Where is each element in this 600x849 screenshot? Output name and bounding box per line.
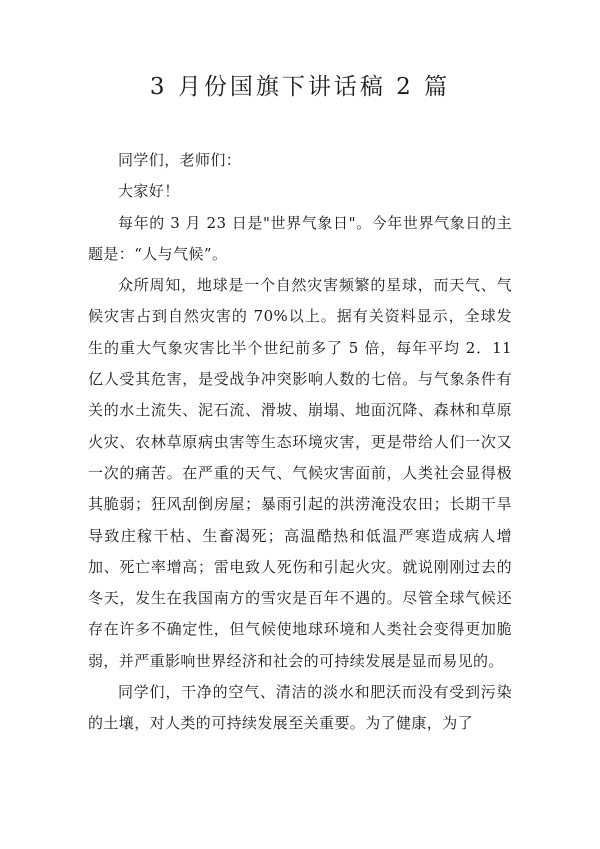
document-body [88, 145, 512, 740]
paragraph-disasters: 众所周知，地球是一个自然灾害频繁的星球，而天气、气候灾害占到自然灾害的 70%以上。据有关资料显示，全球发生的重大气象灾害比半个世纪前多了 5 倍，每年平均 2．11 亿人受其危害，是受战争冲突影响人数的七倍。与气象条件有关的水土流失、泥石流、滑坡、崩塌、地面沉降、森林和草原火灾、农林草原病虫害等生态环境灾害，更是带给人们一次又一次的痛苦。在严重的天气、气候灾害面前，人类社会显得极其脆弱；狂风刮倒房屋；暴雨引起的洪涝淹没农田；长期干旱导致庄稼干枯、生畜渴死；高温酷热和低温严寒造成病人增加、死亡率增高；雷电致人死伤和引起火灾。就说刚刚过去的冬天，发生在我国南方的雪灾是百年不遇的。尽管全球气候还存在许多不确定性，但气候使地球环境和人类社会变得更加脆弱，并严重影响世界经济和社会的可持续发展是显而易见的。 [88, 276, 512, 670]
paragraph-meteorological-day: 每年的 3 月 23 日是"世界气象日"。今年世界气象日的主题是：“人与气候”。 [88, 213, 512, 263]
paragraph-environment: 同学们，干净的空气、清洁的淡水和肥沃而没有受到污染的土壤，对人类的可持续发展至关重要。为了健康，为了 [88, 683, 512, 733]
paragraph-hello: 大家好！ [118, 182, 180, 201]
document-title: 3 月份国旗下讲话稿 2 篇 [149, 74, 451, 100]
paragraph-greeting: 同学们，老师们： [118, 151, 242, 169]
